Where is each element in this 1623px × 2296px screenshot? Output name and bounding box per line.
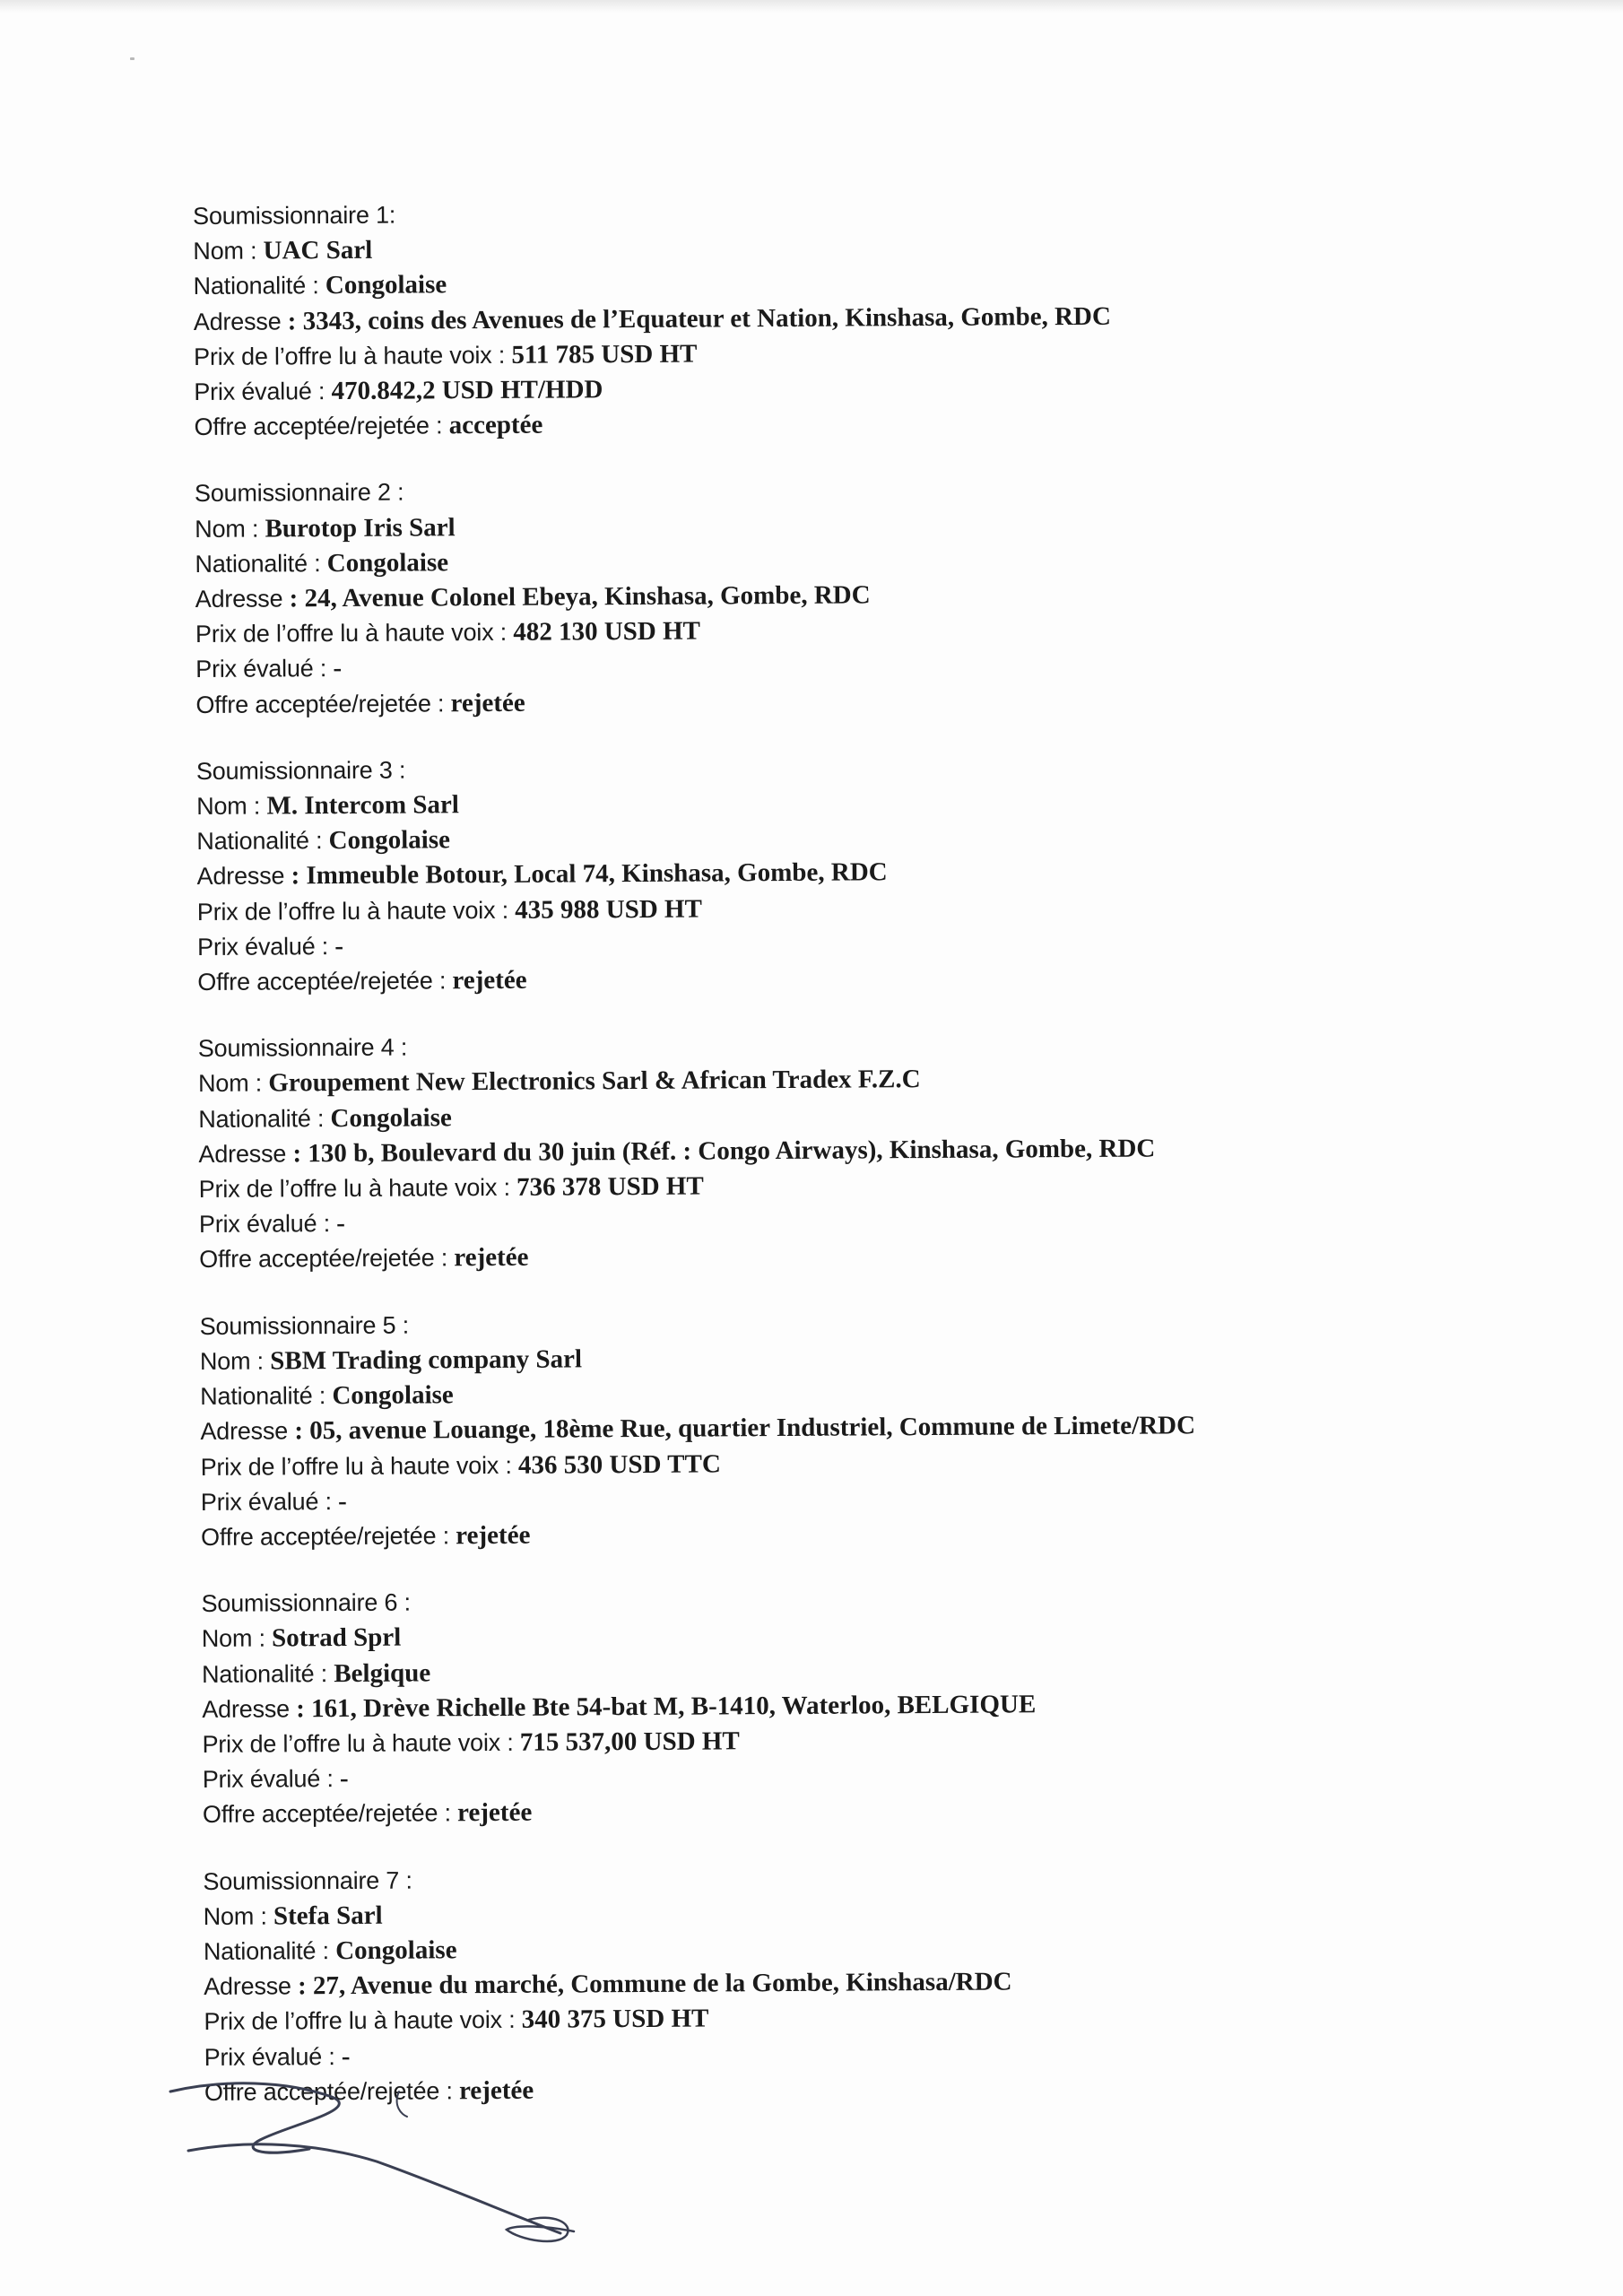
nom-label: Nom :: [201, 1624, 265, 1653]
bidder-offer-price: 436 530 USD TTC: [517, 1448, 721, 1480]
bidder-offer-price: 511 785 USD HT: [511, 339, 698, 370]
bidder-nationality: Congolaise: [326, 548, 449, 578]
bidder-entry: [201, 1578, 1548, 1833]
nationalite-label: Nationalité :: [200, 1382, 326, 1411]
nom-label: Nom :: [197, 1070, 263, 1098]
bidder-heading: Soumissionnaire 7 :: [203, 1866, 412, 1895]
bidder-name: Burotop Iris Sarl: [265, 512, 456, 544]
nationalite-label: Nationalité :: [196, 827, 323, 856]
bidder-evaluated-price: -: [339, 1764, 349, 1794]
bidder-heading: Soumissionnaire 6 :: [201, 1588, 411, 1618]
bidder-offer-price: 482 130 USD HT: [513, 616, 701, 648]
bidder-status: rejetée: [450, 688, 525, 718]
bidder-address: : 27, Avenue du marché, Commune de la Gombe, Kinshasa/RDC: [297, 1967, 1012, 2001]
bidder-entry: [196, 746, 1543, 1001]
nom-label: Nom :: [203, 1902, 267, 1930]
prix-evalue-label: Prix évalué :: [195, 655, 327, 683]
bidder-name: Stefa Sarl: [273, 1900, 383, 1931]
bidder-address: : 05, avenue Louange, 18ème Rue, quartier Industriel, Commune de Limete/RDC: [294, 1411, 1196, 1446]
prix-offre-label: Prix de l’offre lu à haute voix :: [196, 896, 509, 926]
bidder-address: : Immeuble Botour, Local 74, Kinshasa, Gombe, RDC: [291, 857, 888, 891]
prix-evalue-label: Prix évalué :: [197, 932, 329, 961]
prix-offre-label: Prix de l’offre lu à haute voix :: [198, 1173, 510, 1204]
statut-label: Offre acceptée/rejetée :: [194, 412, 443, 441]
nationalite-label: Nationalité :: [203, 1937, 330, 1965]
bidder-entry: [195, 468, 1541, 723]
bidder-nationality: Congolaise: [330, 1102, 452, 1133]
bidder-status: rejetée: [457, 1798, 533, 1828]
bidder-address: : 24, Avenue Colonel Ebeya, Kinshasa, Gombe, RDC: [289, 580, 871, 613]
adresse-label: Adresse: [196, 862, 285, 891]
bidder-evaluated-price: -: [337, 1486, 347, 1516]
bidder-nationality: Congolaise: [332, 1380, 454, 1411]
bidder-status: rejetée: [456, 1520, 531, 1551]
statut-label: Offre acceptée/rejetée :: [195, 689, 445, 718]
prix-offre-label: Prix de l’offre lu à haute voix :: [202, 1728, 514, 1758]
bidder-name: SBM Trading company Sarl: [270, 1344, 583, 1376]
nom-label: Nom :: [196, 792, 261, 821]
bidder-status: rejetée: [454, 1243, 529, 1273]
handwritten-signature: [152, 2063, 601, 2251]
bidder-heading: Soumissionnaire 5 :: [199, 1311, 410, 1340]
adresse-label: Adresse: [198, 1140, 287, 1168]
prix-offre-label: Prix de l’offre lu à haute voix :: [204, 2006, 516, 2036]
prix-evalue-label: Prix évalué :: [202, 1765, 334, 1794]
bidder-heading: Soumissionnaire 3 :: [195, 756, 406, 785]
bidder-evaluated-price: -: [341, 2041, 351, 2071]
prix-evalue-label: Prix évalué :: [194, 378, 325, 406]
adresse-label: Adresse: [204, 1972, 291, 2001]
adresse-label: Adresse: [200, 1417, 289, 1446]
prix-offre-label: Prix de l’offre lu à haute voix :: [193, 341, 506, 370]
nom-label: Nom :: [193, 237, 257, 265]
bidder-name: Groupement New Electronics Sarl & African Tradex F.Z.C: [268, 1065, 921, 1098]
bidder-heading: Soumissionnaire 1:: [193, 201, 396, 230]
nom-label: Nom :: [195, 515, 259, 543]
bidder-nationality: Belgique: [334, 1657, 431, 1688]
nationalite-label: Nationalité :: [198, 1104, 325, 1133]
bidder-heading: Soumissionnaire 4 :: [197, 1033, 408, 1063]
nationalite-label: Nationalité :: [201, 1659, 328, 1688]
bidder-name: Sotrad Sprl: [271, 1622, 402, 1653]
bidder-name: UAC Sarl: [263, 235, 373, 265]
bidder-list: [193, 191, 1549, 2142]
statut-label: Offre acceptée/rejetée :: [204, 2077, 453, 2106]
scan-speck: [130, 57, 135, 60]
bidder-offer-price: 715 537,00 USD HT: [519, 1726, 740, 1757]
bidder-heading: Soumissionnaire 2 :: [194, 478, 404, 508]
bidder-offer-price: 736 378 USD HT: [516, 1171, 704, 1202]
prix-offre-label: Prix de l’offre lu à haute voix :: [195, 619, 508, 648]
adresse-label: Adresse: [193, 308, 282, 335]
scan-top-edge: [0, 0, 1623, 13]
bidder-status: rejetée: [458, 2075, 534, 2105]
bidder-address: : 3343, coins des Avenues de l’Equateur et Nation, Kinshasa, Gombe, RDC: [287, 301, 1111, 335]
bidder-evaluated-price: -: [336, 1209, 345, 1239]
bidder-entry: [193, 191, 1540, 446]
bidder-nationality: Congolaise: [328, 825, 451, 856]
prix-evalue-label: Prix évalué :: [198, 1210, 331, 1239]
prix-evalue-label: Prix évalué :: [204, 2042, 335, 2071]
bidder-offer-price: 435 988 USD HT: [515, 894, 702, 925]
bidder-offer-price: 340 375 USD HT: [521, 2004, 709, 2035]
bidder-evaluated-price: -: [333, 654, 343, 683]
bidder-nationality: Congolaise: [335, 1935, 457, 1966]
statut-label: Offre acceptée/rejetée :: [197, 967, 447, 996]
prix-evalue-label: Prix évalué :: [200, 1487, 332, 1516]
statut-label: Offre acceptée/rejetée :: [199, 1244, 448, 1274]
bidder-status: acceptée: [448, 410, 543, 440]
nom-label: Nom :: [199, 1347, 265, 1375]
statut-label: Offre acceptée/rejetée :: [202, 1799, 451, 1829]
prix-offre-label: Prix de l’offre lu à haute voix :: [200, 1451, 512, 1481]
bidder-address: : 161, Drève Richelle Bte 54-bat M, B-1410, Waterloo, BELGIQUE: [296, 1690, 1037, 1724]
bidder-entry: [200, 1301, 1547, 1556]
adresse-label: Adresse: [195, 585, 283, 613]
bidder-name: M. Intercom Sarl: [266, 790, 459, 821]
bidder-evaluated-price: 470.842,2 USD HT/HDD: [331, 375, 603, 406]
bidder-address: : 130 b, Boulevard du 30 juin (Réf. : Congo Airways), Kinshasa, Gombe, RDC: [292, 1134, 1156, 1169]
statut-label: Offre acceptée/rejetée :: [201, 1522, 450, 1551]
adresse-label: Adresse: [202, 1695, 291, 1723]
nationalite-label: Nationalité :: [195, 549, 321, 578]
nationalite-label: Nationalité :: [193, 272, 319, 300]
bidder-entry: [198, 1023, 1545, 1278]
bidder-status: rejetée: [452, 965, 527, 996]
bidder-nationality: Congolaise: [325, 270, 447, 300]
bidder-evaluated-price: -: [334, 931, 344, 961]
